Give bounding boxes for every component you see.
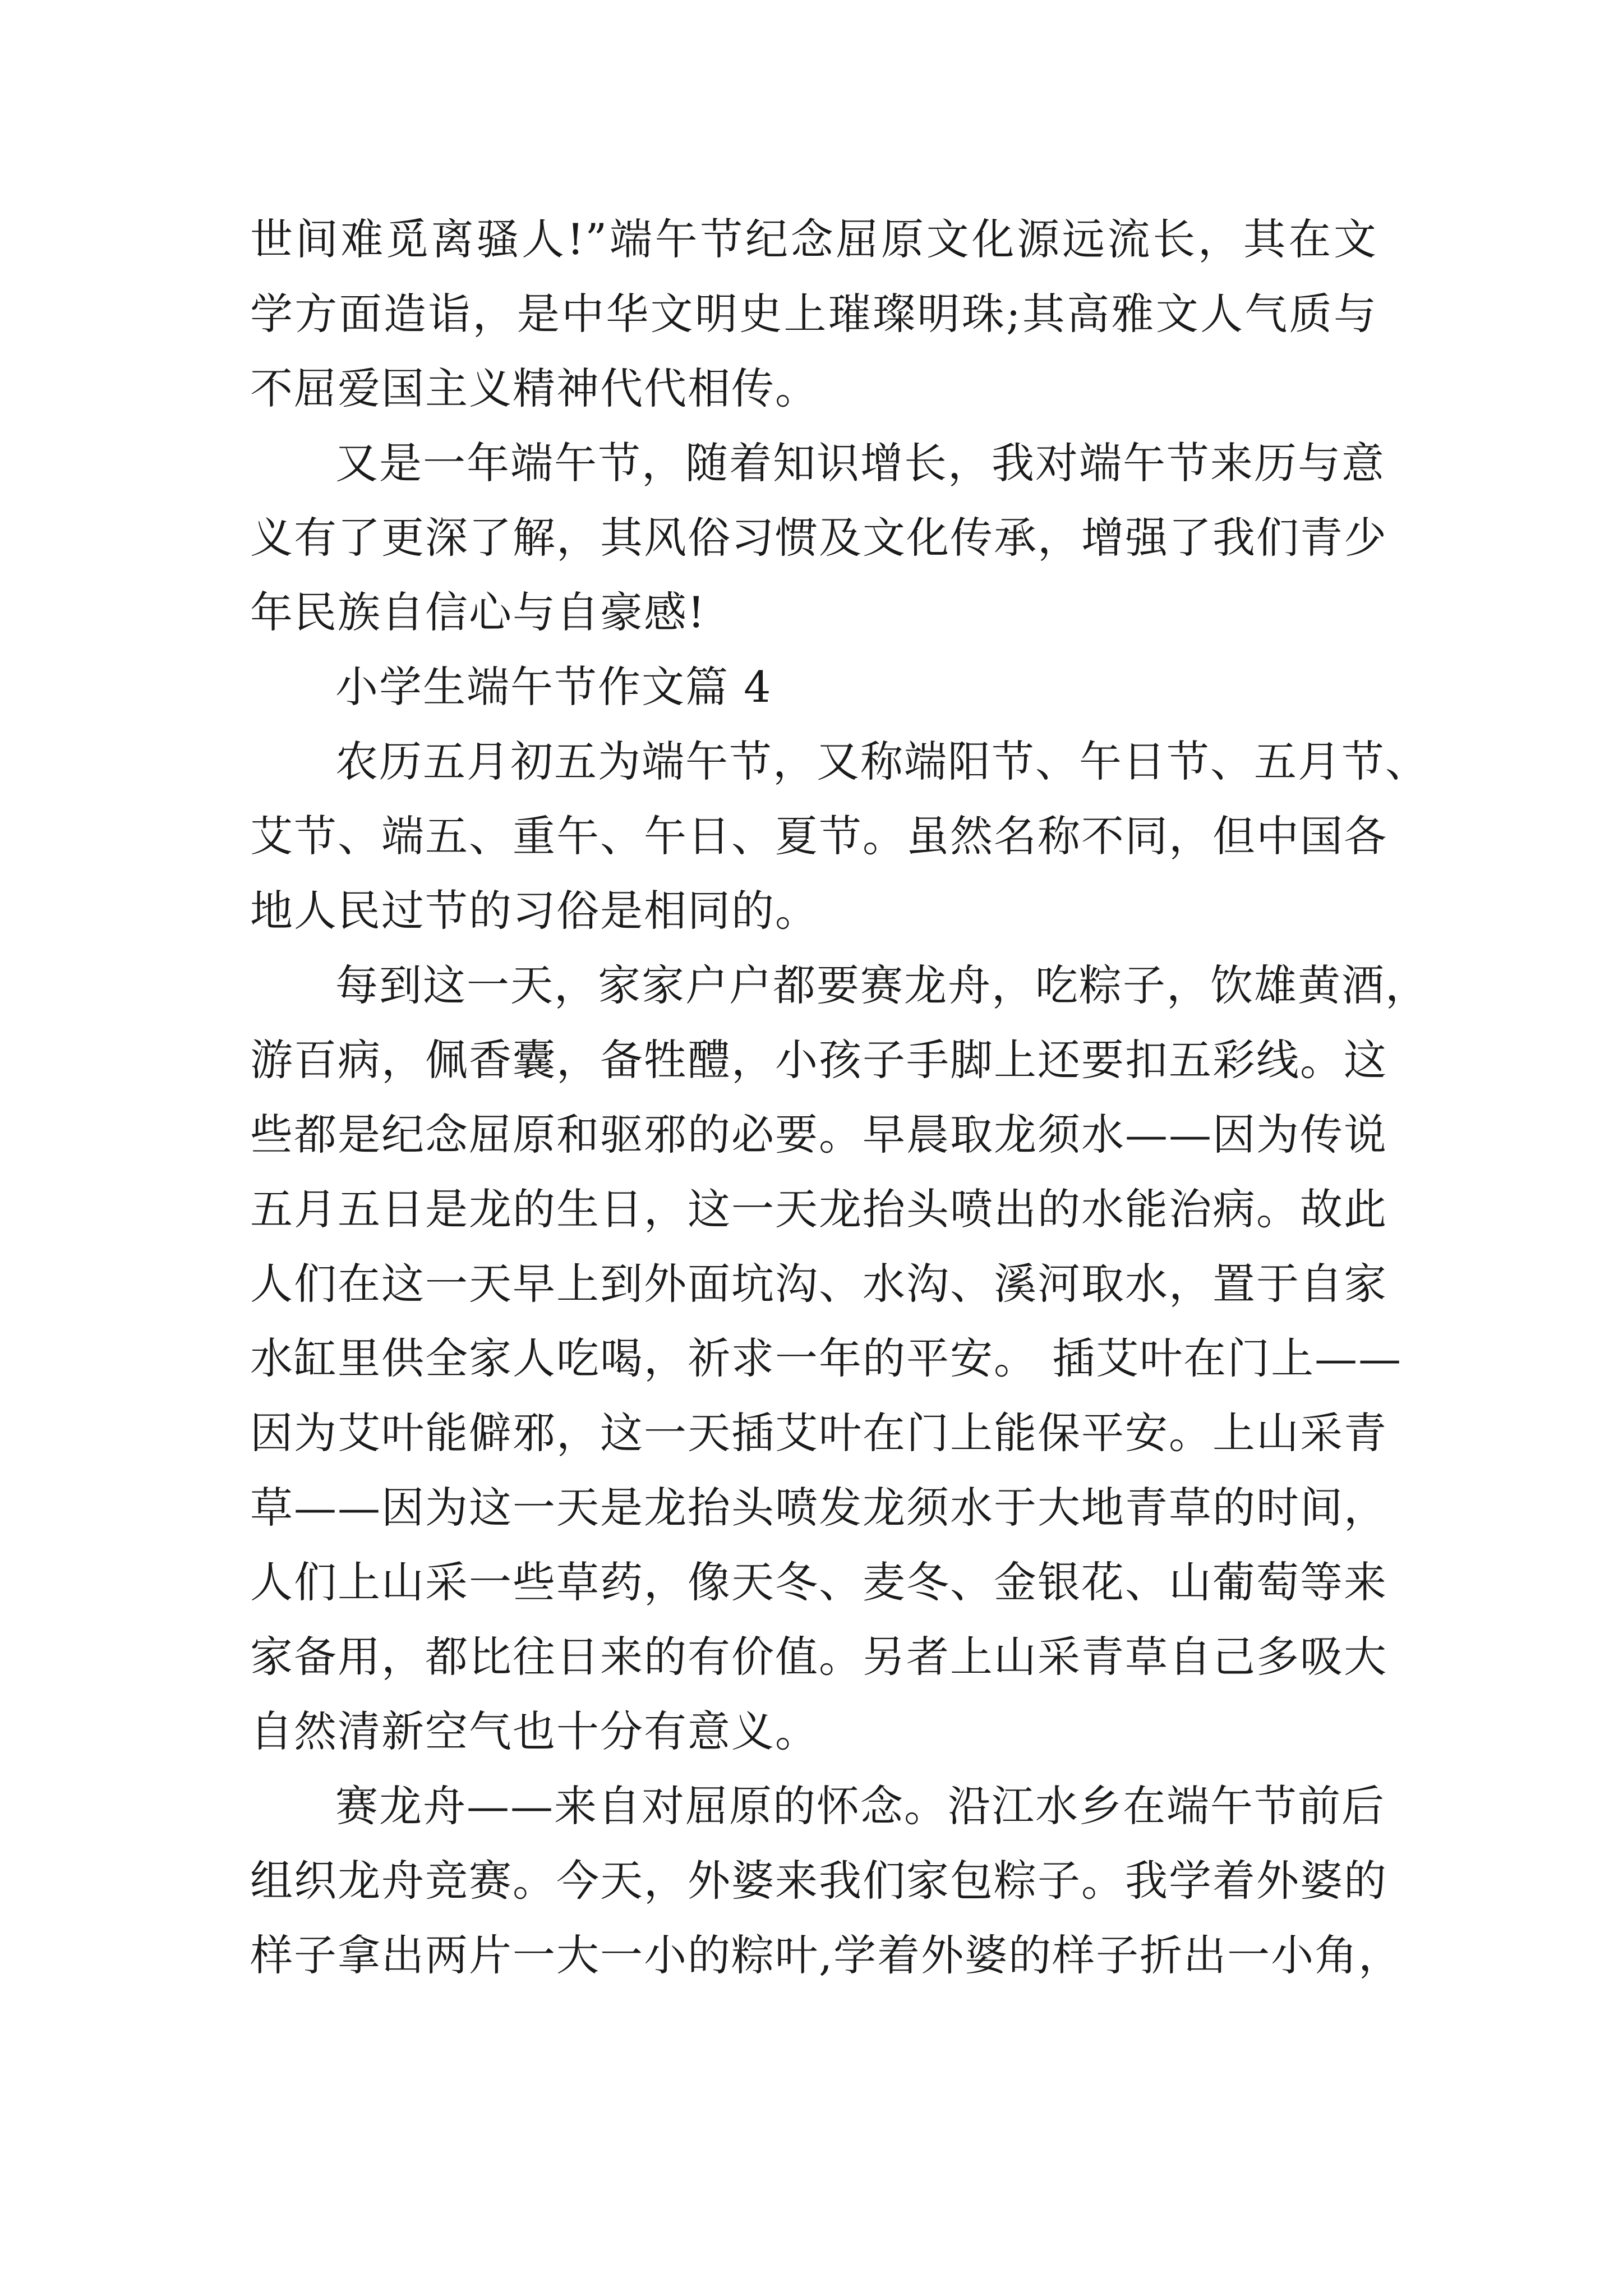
text-line: 学方面造诣，是中华文明史上璀璨明珠;其高雅文人气质与: [250, 289, 1377, 339]
paragraph-5: [250, 1769, 1403, 1993]
text-line: 不屈爱国主义精神代代相传。: [250, 364, 819, 413]
text-line: 地人民过节的习俗是相同的。: [250, 886, 819, 936]
paragraph-2: [250, 426, 1387, 650]
text-line: 家备用，都比往日来的有价值。另者上山采青草自己多吸大: [250, 1632, 1387, 1682]
text-line: 世间难觅离骚人!”端午节纪念屈原文化源远流长，其在文: [250, 214, 1377, 264]
paragraph-4: [250, 948, 1429, 1769]
text-line: 艾节、端五、重午、午日、夏节。虽然名称不同，但中国各: [250, 811, 1387, 861]
paragraph-1: [250, 202, 1377, 426]
text-line: 又是一年端午节，随着知识增长，我对端午节来历与意: [335, 438, 1385, 488]
text-line: 农历五月初五为端午节，又称端阳节、午日节、五月节、: [335, 737, 1429, 786]
text-line: 些都是纪念屈原和驱邪的必要。早晨取龙须水——因为传说: [250, 1110, 1387, 1159]
text-line: 因为艾叶能僻邪，这一天插艾叶在门上能保平安。上山采青: [250, 1408, 1387, 1458]
text-line: 人们在这一天早上到外面坑沟、水沟、溪河取水，置于自家: [250, 1259, 1387, 1309]
text-line: 水缸里供全家人吃喝，祈求一年的平安。 插艾叶在门上——: [250, 1333, 1403, 1383]
paragraph-3: [250, 724, 1429, 948]
document-body: [250, 202, 1429, 1993]
text-line: 每到这一天，家家户户都要赛龙舟，吃粽子，饮雄黄酒，: [335, 960, 1429, 1010]
text-line: 五月五日是龙的生日，这一天龙抬头喷出的水能治病。故此: [250, 1184, 1387, 1234]
text-line: 赛龙舟——来自对屈原的怀念。沿江水乡在端午节前后: [335, 1781, 1385, 1831]
section-heading: [250, 650, 1377, 724]
text-line: 人们上山采一些草药，像天冬、麦冬、金银花、山葡萄等来: [250, 1557, 1387, 1607]
heading-text: 小学生端午节作文篇 4: [335, 662, 772, 712]
text-line: 草——因为这一天是龙抬头喷发龙须水于大地青草的时间，: [250, 1483, 1387, 1533]
text-line: 游百病，佩香囊，备牲醴，小孩子手脚上还要扣五彩线。这: [250, 1035, 1387, 1085]
text-line: 样子拿出两片一大一小的粽叶,学着外婆的样子折出一小角，: [250, 1930, 1403, 1980]
text-line: 自然清新空气也十分有意义。: [250, 1706, 819, 1756]
text-line: 义有了更深了解，其风俗习惯及文化传承，增强了我们青少: [250, 513, 1387, 563]
text-line: 年民族自信心与自豪感!: [250, 587, 706, 637]
text-line: 组织龙舟竞赛。今天，外婆来我们家包粽子。我学着外婆的: [250, 1856, 1387, 1906]
